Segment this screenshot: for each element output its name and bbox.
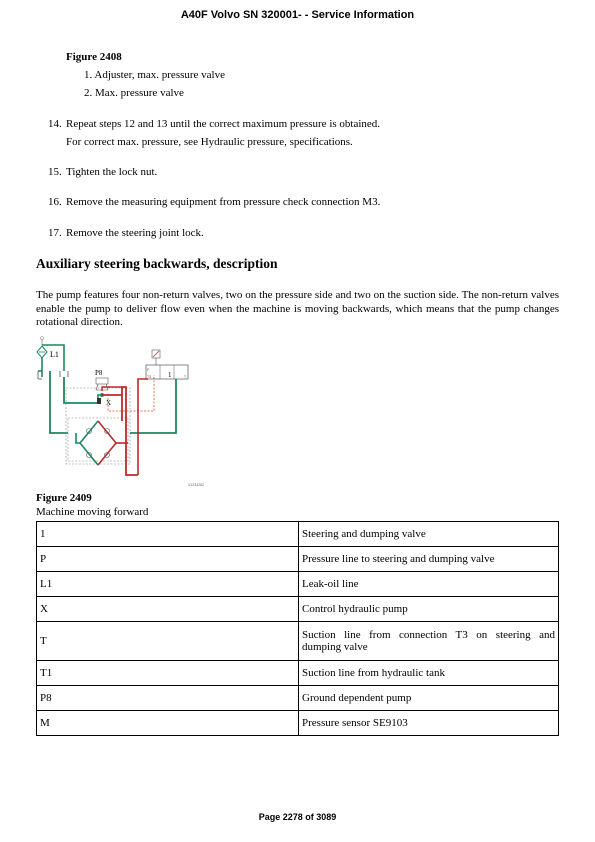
svg-text:P: P: [147, 368, 150, 372]
table-row: [37, 522, 559, 547]
label-p8: P8: [95, 369, 103, 377]
step-text: Remove the measuring equipment from pressure check connection M3.: [66, 196, 381, 208]
step-number: 16.: [48, 196, 62, 208]
pump-symbol: [96, 378, 108, 384]
step-number: 17.: [48, 227, 62, 239]
step-number: 15.: [48, 166, 62, 178]
table-row: [37, 711, 559, 736]
figure-2408-title: Figure 2408: [66, 51, 122, 63]
svg-text:T3: T3: [147, 375, 152, 379]
legend-value: Leak-oil line: [299, 572, 559, 597]
step-15: [48, 166, 157, 178]
control-valve-symbol: [97, 398, 101, 404]
legend-value: Pressure sensor SE9103: [299, 711, 559, 736]
figure-2409-title: Figure 2409: [36, 492, 92, 504]
page-footer: Page 2278 of 3089: [258, 812, 337, 822]
legend-value: Suction line from connection T3 on steering and dumping valve: [299, 622, 559, 661]
figure-2409-caption: Machine moving forward: [36, 506, 149, 518]
check-valve-bridge: [76, 421, 116, 465]
figure-2408-item: 1. Adjuster, max. pressure valve: [84, 69, 225, 81]
step-text: Tighten the lock nut.: [66, 166, 158, 178]
table-row: [37, 597, 559, 622]
page-header: A40F Volvo SN 320001- - Service Information: [180, 9, 415, 21]
table-row: [37, 547, 559, 572]
legend-value: Pressure line to steering and dumping valve: [299, 547, 559, 572]
figure-2408-item: 2. Max. pressure valve: [84, 87, 184, 99]
table-row: [37, 622, 559, 661]
legend-key: 1: [37, 522, 299, 547]
step-text: Remove the steering joint lock.: [66, 227, 204, 239]
step-14-note: For correct max. pressure, see Hydraulic pressure, specifications.: [66, 136, 353, 148]
legend-key: P: [37, 547, 299, 572]
section-title: Auxiliary steering backwards, description: [36, 256, 278, 271]
table-row: [37, 572, 559, 597]
hydraulic-diagram: [36, 335, 226, 490]
label-x: X: [106, 399, 112, 407]
step-text: Repeat steps 12 and 13 until the correct maximum pressure is obtained.: [66, 118, 381, 130]
step-number: 14.: [48, 118, 62, 130]
label-l1: L1: [50, 350, 59, 359]
tank-symbol: [37, 337, 47, 359]
legend-value: Suction line from hydraulic tank: [299, 661, 559, 686]
description-paragraph: The pump features four non-return valves, two on the pressure side and two on the suction side. The non-return valves enable the pump to deliver flow even when the machine is moving backwards, which means that the pump changes rotational direction.: [36, 289, 559, 328]
legend-key: T: [37, 622, 299, 661]
legend-table: [36, 521, 559, 736]
legend-key: L1: [37, 572, 299, 597]
figure-reference-code: V1234262: [188, 483, 204, 487]
legend-key: P8: [37, 686, 299, 711]
step-16: [48, 196, 380, 208]
step-14: [48, 118, 380, 130]
legend-key: M: [37, 711, 299, 736]
table-row: [37, 686, 559, 711]
label-valve-1: 1: [168, 371, 172, 379]
svg-text:T: T: [184, 375, 187, 379]
legend-key: T1: [37, 661, 299, 686]
legend-value: Ground dependent pump: [299, 686, 559, 711]
step-17: [48, 227, 204, 239]
legend-value: Control hydraulic pump: [299, 597, 559, 622]
legend-value: Steering and dumping valve: [299, 522, 559, 547]
steering-dumping-valve: [146, 365, 188, 379]
table-row: [37, 661, 559, 686]
legend-key: X: [37, 597, 299, 622]
